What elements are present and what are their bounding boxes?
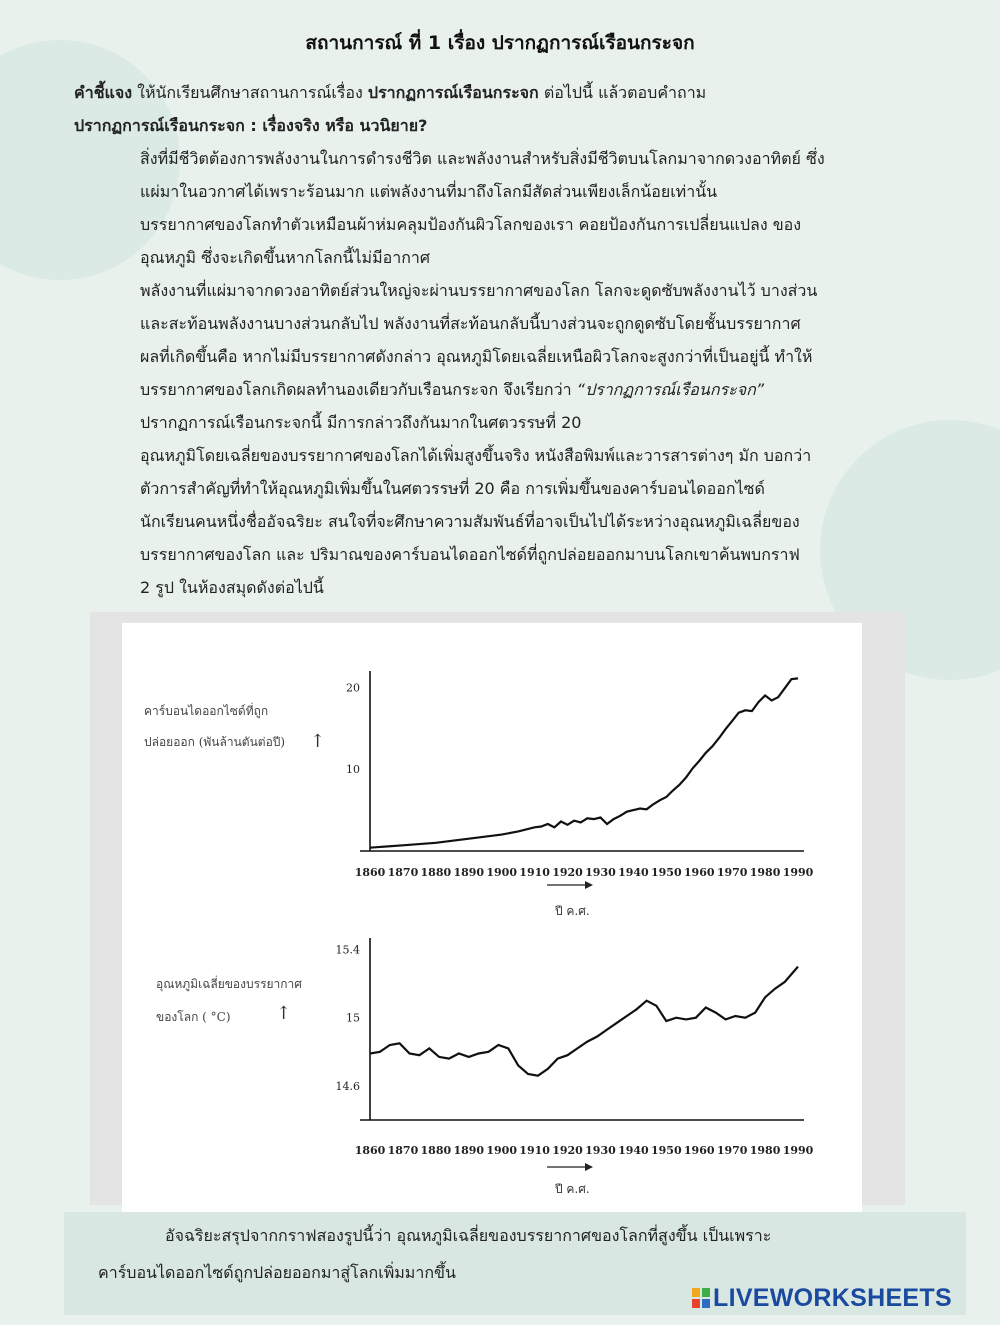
liveworksheets-logo <box>692 1284 952 1313</box>
paragraph-line: บรรยากาศของโลก และ ปริมาณของคาร์บอนไดออกไซด์ที่ถูกปล่อยออกมาบนโลกเขาค้นพบกราฟ <box>140 545 800 564</box>
co2-xlabel: ปี ค.ศ. <box>555 904 590 918</box>
paragraph-line: นักเรียนคนหนึ่งชื่ออัจฉริยะ สนใจที่จะศึกษาความสัมพันธ์ที่อาจเป็นไปได้ระหว่างอุณหภูมิเฉลี่ยของ <box>140 512 800 531</box>
page-title: สถานการณ์ ที่ 1 เรื่อง ปรากฏการณ์เรือนกระจก <box>305 32 695 54</box>
chart-paper <box>122 623 862 1216</box>
instruction-line <box>74 82 706 104</box>
co2-x-tick-label: 1970 <box>716 866 748 879</box>
co2-x-tick-label: 1880 <box>420 866 452 879</box>
temp-x-tick-label: 1950 <box>650 1144 682 1157</box>
co2-ylabel-line1: คาร์บอนไดออกไซด์ที่ถูก <box>144 704 269 718</box>
temp-x-tick-label: 1940 <box>618 1144 649 1157</box>
temp-up-arrow-icon: ↑ <box>276 1003 292 1024</box>
temp-series-line <box>370 967 798 1076</box>
paragraph-line-text: บรรยากาศของโลกเกิดผลทำนองเดียวกับเรือนกระจก จึงเรียกว่า <box>140 380 577 399</box>
co2-y-tick-label: 20 <box>346 681 360 695</box>
subtitle: ปรากฏการณ์เรือนกระจก : เรื่องจริง หรือ นวนิยาย? <box>74 116 428 135</box>
paragraph-line: 2 รูป ในห้องสมุดดังต่อไปนี้ <box>140 578 324 597</box>
paragraph-line: อุณหภูมิ ซึ่งจะเกิดขึ้นหากโลกนี้ไม่มีอากาศ <box>140 248 431 267</box>
co2-x-tick-label: 1900 <box>486 866 518 879</box>
paragraph-line: แผ่มาในอวกาศได้เพราะร้อนมาก แต่พลังงานที่มาถึงโลกมีสัดส่วนเพียงเล็กน้อยเท่านั้น <box>140 182 718 201</box>
co2-x-tick-label: 1960 <box>683 866 715 879</box>
temp-x-tick-label: 1870 <box>387 1144 419 1157</box>
greenhouse-quote: “ปรากฏการณ์เรือนกระจก” <box>576 380 765 399</box>
temp-x-tick-label: 1890 <box>453 1144 485 1157</box>
co2-y-tick-label: 10 <box>346 763 360 777</box>
temp-x-tick-label: 1970 <box>716 1144 748 1157</box>
temp-y-tick-label: 15.4 <box>335 943 360 957</box>
temp-ylabel-line1: อุณหภูมิเฉลี่ยของบรรยากาศ <box>156 977 302 991</box>
temp-x-tick-label: 1900 <box>486 1144 518 1157</box>
temp-x-tick-label: 1920 <box>552 1144 583 1157</box>
co2-x-tick-label: 1920 <box>552 866 583 879</box>
instruction-label: คำชี้แจง <box>74 83 133 102</box>
temp-x-tick-label: 1860 <box>354 1144 386 1157</box>
liveworksheets-icon <box>692 1288 710 1308</box>
paragraph-line: บรรยากาศของโลกทำตัวเหมือนผ้าห่มคลุมป้องกันผิวโลกของเรา คอยป้องกันการเปลี่ยนแปลง ของ <box>140 215 802 234</box>
paragraph-line: พลังงานที่แผ่มาจากดวงอาทิตย์ส่วนใหญ่จะผ่านบรรยากาศของโลก โลกจะดูดซับพลังงานไว้ บางส่วน <box>140 281 818 300</box>
logo-text: LIVEWORKSHEETS <box>713 1284 952 1312</box>
co2-up-arrow-icon: ↑ <box>310 731 326 752</box>
temp-x-tick-label: 1880 <box>420 1144 452 1157</box>
temp-direction-arrow-icon <box>547 1163 593 1171</box>
instruction-text: ให้นักเรียนศึกษาสถานการณ์เรื่อง <box>132 83 368 102</box>
paragraph-line: และสะท้อนพลังงานบางส่วนกลับไป พลังงานที่สะท้อนกลับนี้บางส่วนจะถูกดูดซับโดยชั้นบรรยากาศ <box>140 314 801 333</box>
temp-x-tick-label: 1990 <box>782 1144 814 1157</box>
co2-x-tick-label: 1950 <box>650 866 682 879</box>
co2-x-tick-label: 1910 <box>519 866 550 879</box>
co2-x-tick-label: 1990 <box>782 866 814 879</box>
temp-xlabel: ปี ค.ศ. <box>555 1182 590 1196</box>
temp-y-tick-label: 15 <box>346 1011 360 1025</box>
co2-direction-arrow-icon <box>547 881 593 889</box>
paragraph-line: ตัวการสำคัญที่ทำให้อุณหภูมิเพิ่มขึ้นในศตวรรษที่ 20 คือ การเพิ่มขึ้นของคาร์บอนไดออกไซด์ <box>140 479 765 498</box>
co2-x-tick-label: 1870 <box>387 866 419 879</box>
instruction-topic: ปรากฏการณ์เรือนกระจก <box>367 83 539 102</box>
co2-x-tick-label: 1930 <box>585 866 616 879</box>
co2-series-line <box>370 678 798 847</box>
instruction-text-end: ต่อไปนี้ แล้วตอบคำถาม <box>538 83 707 102</box>
paragraph-line: สิ่งที่มีชีวิตต้องการพลังงานในการดำรงชีวิต และพลังงานสำหรับสิ่งมีชีวิตบนโลกมาจากดวงอาทิตย์ ซึ่ง <box>140 149 825 168</box>
co2-x-tick-label: 1940 <box>618 866 649 879</box>
temp-y-tick-label: 14.6 <box>335 1079 360 1093</box>
conclusion-line: อัจฉริยะสรุปจากกราฟสองรูปนี้ว่า อุณหภูมิเฉลี่ยของบรรยากาศของโลกที่สูงขึ้น เป็นเพราะ <box>165 1226 772 1245</box>
paragraph-line <box>140 379 764 401</box>
temp-x-tick-label: 1930 <box>585 1144 616 1157</box>
co2-x-tick-label: 1980 <box>749 866 781 879</box>
paragraph-line: ปรากฏการณ์เรือนกระจกนี้ มีการกล่าวถึงกันมากในศตวรรษที่ 20 <box>140 413 582 432</box>
conclusion-line: คาร์บอนไดออกไซด์ถูกปล่อยออกมาสู่โลกเพิ่มมากขึ้น <box>98 1263 456 1282</box>
paragraph-line: ผลที่เกิดขึ้นคือ หากไม่มีบรรยากาศดังกล่าว อุณหภูมิโดยเฉลี่ยเหนือผิวโลกจะสูงกว่าที่เป็นอยู่นี้ ทำให้ <box>140 347 813 366</box>
temp-x-tick-label: 1980 <box>749 1144 781 1157</box>
charts-svg <box>122 623 862 1216</box>
paragraph-line: อุณหภูมิโดยเฉลี่ยของบรรยากาศของโลกได้เพิ่มสูงขึ้นจริง หนังสือพิมพ์และวารสารต่างๆ มัก บอกว่า <box>140 446 812 465</box>
temp-x-tick-label: 1910 <box>519 1144 550 1157</box>
co2-x-tick-label: 1860 <box>354 866 386 879</box>
co2-ylabel-line2: ปล่อยออก (พันล้านตันต่อปี) <box>144 735 286 749</box>
temp-ylabel-line2: ของโลก ( °C) <box>156 1010 231 1024</box>
co2-x-tick-label: 1890 <box>453 866 485 879</box>
temp-x-tick-label: 1960 <box>683 1144 715 1157</box>
